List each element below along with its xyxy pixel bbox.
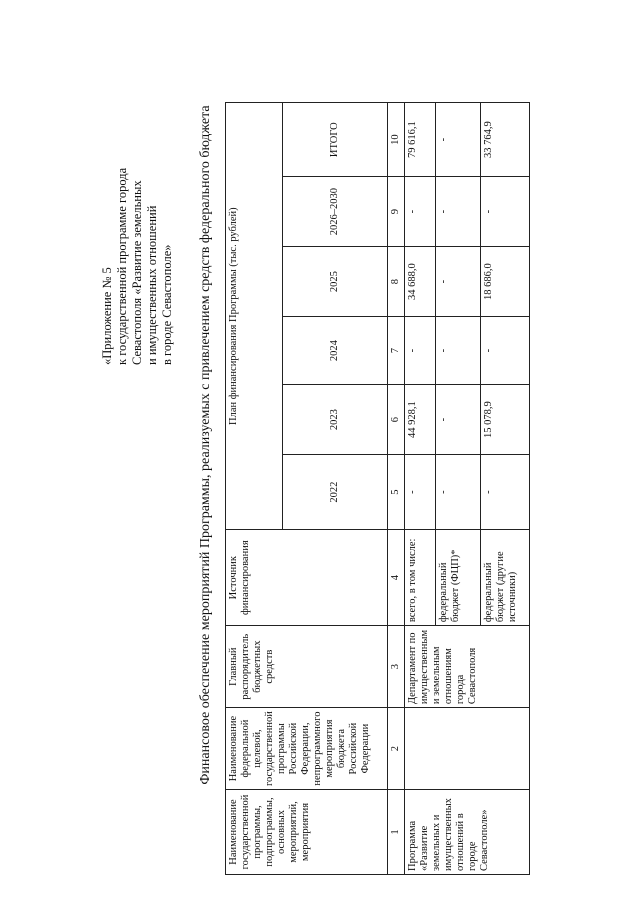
column-number: 6 [388, 385, 405, 455]
value-cell: - [436, 385, 481, 455]
column-number: 2 [388, 708, 405, 790]
header-federal-program: Наименование федеральной целевой, государственной программы Российской Федерации, непрограммного мероприятия бюджета Российской Федерации [226, 708, 388, 790]
value-cell: - [481, 317, 530, 385]
header-year: 2022 [283, 455, 388, 530]
column-number: 3 [388, 626, 405, 708]
header-year: 2024 [283, 317, 388, 385]
appendix-line: и имущественных отношений [145, 205, 159, 365]
financing-table [225, 102, 530, 875]
header-year: 2023 [283, 385, 388, 455]
column-number: 8 [388, 247, 405, 317]
value-cell: 34 688,0 [405, 247, 436, 317]
header-plan: План финансирования Программы (тыс. рублей) [226, 103, 283, 530]
value-cell: - [436, 317, 481, 385]
value-cell: 79 616,1 [405, 103, 436, 177]
value-cell: - [405, 177, 436, 247]
value-cell: - [436, 177, 481, 247]
value-cell: - [481, 455, 530, 530]
source-cell: всего, в том числе: [405, 530, 436, 626]
value-cell: - [436, 455, 481, 530]
header-year: 2026–2030 [283, 177, 388, 247]
program-name-cell: Программа «Развитие земельных и имущественных отношений в городе Севастополе» [405, 790, 530, 875]
column-number: 7 [388, 317, 405, 385]
header-total: ИТОГО [283, 103, 388, 177]
table-row [405, 103, 436, 875]
value-cell: 18 686,0 [481, 247, 530, 317]
value-cell: - [405, 455, 436, 530]
value-cell: 15 078,9 [481, 385, 530, 455]
appendix-line: «Приложение № 5 [100, 267, 114, 365]
distributor-cell: Департамент по имущественным и земельным отношениям города Севастополя [405, 626, 530, 708]
federal-program-cell [405, 708, 530, 790]
column-number: 10 [388, 103, 405, 177]
value-cell: 44 928,1 [405, 385, 436, 455]
appendix-line: к государственной программе города [115, 167, 129, 365]
document-title: Финансовое обеспечение мероприятий Программы, реализуемых с привлечением средств федерального бюджета [198, 105, 213, 785]
column-number: 1 [388, 790, 405, 875]
appendix-line: Севастополя «Развитие земельных [130, 180, 144, 365]
header-program-name: Наименование государственной программы, подпрограммы, основных мероприятий, мероприятия [226, 790, 388, 875]
column-number: 5 [388, 455, 405, 530]
header-year: 2025 [283, 247, 388, 317]
value-cell: - [405, 317, 436, 385]
source-cell: федеральный бюджет (другие источники) [481, 530, 530, 626]
value-cell: - [436, 103, 481, 177]
header-distributor: Главный распорядитель бюджетных средств [226, 626, 388, 708]
value-cell: - [481, 177, 530, 247]
appendix-note [100, 125, 175, 365]
column-number: 9 [388, 177, 405, 247]
value-cell: 33 764,9 [481, 103, 530, 177]
value-cell: - [436, 247, 481, 317]
column-number: 4 [388, 530, 405, 626]
header-source: Источник финансирования [226, 530, 388, 626]
appendix-line: в городе Севастополе» [160, 244, 174, 365]
source-cell: федеральный бюджет (ФЦП)* [436, 530, 481, 626]
